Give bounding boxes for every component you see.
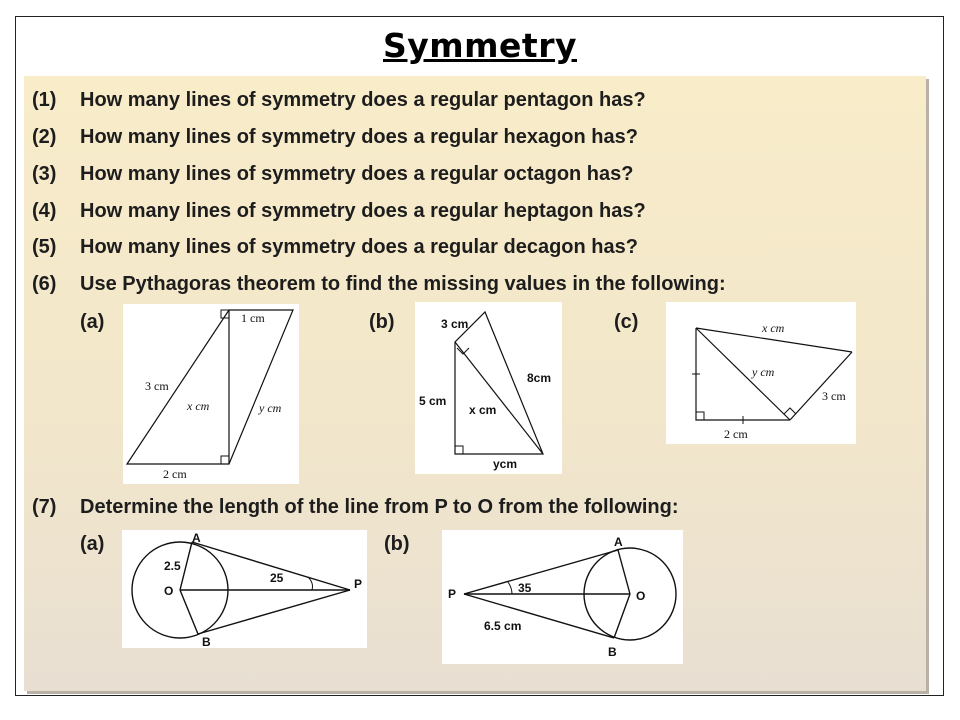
- label-O: O: [636, 589, 646, 603]
- label-hyp: 8cm: [527, 371, 552, 385]
- label-top: 3 cm: [441, 317, 469, 331]
- q6c-label: (c): [614, 311, 639, 333]
- figure-tangents-a: [122, 530, 367, 648]
- label-angle: 35: [518, 581, 532, 595]
- label-B: B: [608, 645, 617, 659]
- figure-tangents-b: [442, 530, 683, 664]
- question-6: [32, 273, 726, 296]
- label-top: 1 cm: [241, 311, 265, 325]
- q7a-label: (a): [80, 533, 105, 555]
- q7b-label: (b): [384, 533, 410, 555]
- label-bottom: ycm: [493, 457, 518, 471]
- label-A: A: [192, 531, 201, 545]
- label-left: 5 cm: [419, 394, 447, 408]
- question-number: (2): [32, 126, 57, 148]
- question-number: (1): [32, 89, 57, 111]
- question-4: [32, 200, 646, 223]
- label-3cm: 3 cm: [822, 389, 846, 403]
- label-P: P: [448, 587, 457, 601]
- q6a-label: (a): [80, 311, 105, 333]
- label-angle: 25: [270, 571, 284, 585]
- question-3: [32, 163, 634, 186]
- question-text: How many lines of symmetry does a regular octagon has?: [80, 163, 634, 185]
- label-x: x cm: [762, 321, 785, 335]
- label-y: y cm: [259, 401, 282, 415]
- question-number: (4): [32, 200, 57, 222]
- figure-parallelogram: [123, 304, 299, 484]
- label-x: x cm: [187, 399, 210, 413]
- question-5: [32, 236, 638, 259]
- label-A: A: [614, 535, 623, 549]
- question-7: [32, 496, 679, 519]
- label-P: P: [354, 577, 363, 591]
- question-text: How many lines of symmetry does a regular pentagon has?: [80, 89, 646, 111]
- label-B: B: [202, 635, 211, 648]
- questions-panel: [24, 76, 926, 691]
- figure-triangle-b: [415, 302, 562, 474]
- label-y: y cm: [752, 365, 775, 379]
- q6b-label: (b): [369, 311, 395, 333]
- label-bottom: 2 cm: [163, 467, 187, 481]
- page-title: Symmetry: [383, 26, 577, 65]
- label-x: x cm: [469, 403, 497, 417]
- question-2: [32, 126, 638, 149]
- label-tangent: 6.5 cm: [484, 619, 522, 633]
- question-number: (5): [32, 236, 57, 258]
- figure-quadrilateral-c: [666, 302, 856, 444]
- question-number: (6): [32, 273, 57, 295]
- question-text: Determine the length of the line from P to O from the following:: [80, 496, 679, 518]
- question-text: How many lines of symmetry does a regular heptagon has?: [80, 200, 646, 222]
- question-text: How many lines of symmetry does a regular hexagon has?: [80, 126, 638, 148]
- question-text: How many lines of symmetry does a regular decagon has?: [80, 236, 638, 258]
- question-number: (3): [32, 163, 57, 185]
- question-number: (7): [32, 496, 57, 518]
- label-left: 3 cm: [145, 379, 169, 393]
- label-O: O: [164, 584, 174, 598]
- question-1: [32, 89, 646, 112]
- label-2cm: 2 cm: [724, 427, 748, 441]
- question-text: Use Pythagoras theorem to find the missing values in the following:: [80, 273, 726, 295]
- label-radius: 2.5: [164, 559, 181, 573]
